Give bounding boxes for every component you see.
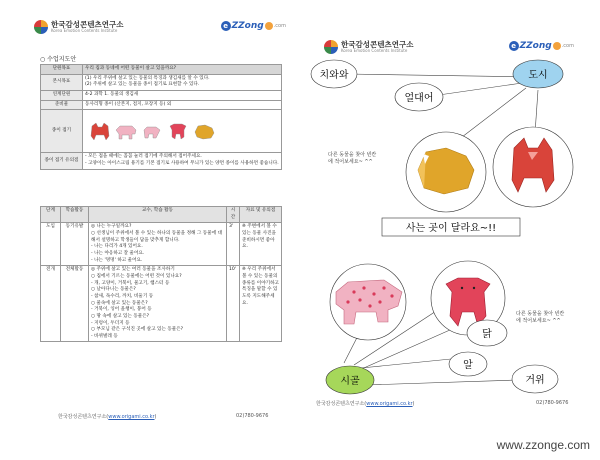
info-row [41, 74, 282, 90]
lesson-activity-cell: 동기유발 [61, 223, 89, 266]
lesson-info-table [40, 64, 282, 170]
right-footer [316, 400, 414, 407]
chihuahua-word: 치와와 [319, 70, 349, 81]
lesson-time-cell: 3' [227, 223, 240, 266]
info-row-value: - 모든 접을 때에는 꼼꼼 눌러 접기에 주의해서 접어주세요. - 고양이는 아이스크림 용기를 기본 접기로 사용하여 무늬가 있는 양면 종이를 사용하면 좋습니다. [83, 153, 282, 169]
origami-dog-mini [89, 122, 111, 140]
info-row-value: (1) 우리 주위에 살고 있는 동물의 특징과 생김새를 알 수 있다. (2) 주위에 살고 있는 동물을 종이 접기로 표현할 수 있다. [83, 74, 282, 90]
info-row [41, 153, 282, 169]
lesson-content-cell: ◎ 주위에 살고 있는 여러 동물을 조사하기 ○ 집에서 기르는 동물에는 어떤 것이 있나요? - 개, 고양이, 거북이, 물고기, 햄스터 등 ○ 날아다니는 동물은? - 참새, 독수리, 까치, 비둘기 등 ○ 물속에 살고 있는 동물은? - 거북이, 잉어 올챙이, 붕어 등 ○ 땅 속에 살고 있는 동물은? - 지렁이, 두더지 등 ○ 부모님 같은 구석진 곳에 살고 있는 동물은? - 바퀴벌레 등 [89, 266, 227, 342]
worksheet-zzong-badge-icon: e [509, 41, 519, 51]
info-row-value: 우리 집과 동네에 어떤 동물이 살고 있을까요? [83, 65, 282, 75]
lesson-note-cell: ※ 우리 주위에서 볼 수 있는 동물의 종류를 이야기하고 특징을 말할 수 있도록 지도해주세요. [240, 266, 282, 342]
site-watermark: www.zzonge.com [496, 438, 590, 452]
lesson-stage-cell: 도입 [41, 223, 61, 266]
zzong-brand-word: ZZong [231, 21, 264, 31]
info-row-value [83, 110, 282, 153]
lesson-stage-cell: 전개 [41, 266, 61, 342]
worksheet-institute-subtitle: Korea Emotion Contents Institute [341, 48, 408, 54]
left-footer-close: ) [154, 414, 157, 420]
bulldog-word: 얼대어 [404, 93, 434, 104]
info-row-label: 종이 접기 [41, 110, 83, 153]
origami-pig-small-mini [141, 122, 163, 140]
lesson-row [41, 223, 282, 266]
origami-examples [85, 111, 279, 151]
info-row [41, 65, 282, 75]
lesson-activity-table [40, 206, 282, 342]
lesson-row [41, 266, 282, 342]
lesson-header-cell: 단계 [41, 207, 61, 223]
note-top-line2: 에 적어보세요~ ^^ [328, 159, 373, 165]
worksheet-page [306, 30, 580, 413]
info-row-value: 동사리형 종이 (산본지, 점지, 포장지 등) 외 [83, 100, 282, 110]
zzong-logo [221, 21, 286, 31]
info-row-label: 연계단원 [41, 90, 83, 100]
lesson-header-cell: 자료 및 유의점 [240, 207, 282, 223]
lesson-content-cell: ◎ 나는 누구일까요? ○ 선생님이 주위에서 볼 수 있는 하나의 동물을 정해 그 동물에 대해서 설명하고 학생들이 답을 맞추게 합니다. - 나는 다리가 4개 있어요. - 나는 야옹하고 잘 울어요. - 나는 '멍멍' 하고 울어요. [89, 223, 227, 266]
right-footer-org: 한국감성콘텐츠연구소( [316, 401, 367, 407]
worksheet-zzong-suffix: .com [561, 43, 574, 49]
page-header [28, 18, 290, 40]
info-row-label: 단원목표 [41, 65, 83, 75]
zzong-badge-icon: e [221, 21, 231, 31]
left-footer-link[interactable]: www.origami.co.kr [108, 414, 155, 420]
lesson-time-cell: 10' [227, 266, 240, 342]
zzong-brand-suffix: .com [273, 23, 286, 29]
origami-cow-mini [167, 122, 189, 140]
institute-logo-icon [34, 20, 48, 34]
note-bottom-line2: 에 적어보세요~ ^^ [516, 318, 561, 324]
city-word: 도시 [528, 70, 548, 81]
institute-logo [34, 20, 123, 34]
habitat-banner-text: 사는 곳이 달라요~!! [405, 223, 497, 234]
info-row-label: 종이 접기 유의점 [41, 153, 83, 169]
left-footer-org: 한국감성콘텐츠연구소( [58, 414, 109, 420]
lesson-activity-cell: 전체활동 [61, 266, 89, 342]
right-footer-close: ) [412, 401, 415, 407]
zzong-dot-icon [265, 22, 273, 30]
institute-subtitle: Korea Emotion Contents Institute [51, 28, 118, 34]
chicken-word: 닭 [482, 329, 492, 340]
lesson-table-header-row [41, 207, 282, 223]
left-footer [58, 413, 156, 420]
origami-pig-mini [115, 122, 137, 140]
lesson-header-cell: 시간 [227, 207, 240, 223]
info-row [41, 100, 282, 110]
left-footer-phone: 02)780-9676 [236, 413, 269, 419]
egg-word: 알 [463, 360, 473, 371]
info-row-label: 본시목표 [41, 74, 83, 90]
right-footer-phone: 02)780-9676 [536, 400, 569, 406]
worksheet-zzong-word: ZZong [519, 41, 552, 51]
lesson-header-cell: 학습활동 [61, 207, 89, 223]
habitat-mindmap [306, 30, 580, 413]
countryside-word: 시골 [340, 376, 360, 387]
note-top-line1: 다른 동물을 찾아 빈칸 [328, 152, 377, 158]
lesson-note-cell: ※ 주변에서 볼 수 있는 동물 사진을 준비하시면 좋아요. [240, 223, 282, 266]
origami-cat-mini [193, 122, 215, 140]
goose-word: 거위 [525, 375, 545, 386]
info-row [41, 90, 282, 100]
note-bottom-line1: 다른 동물을 찾아 빈칸 [516, 311, 565, 317]
worksheet-institute-name: 한국감성콘텐츠연구소 [341, 39, 414, 49]
lesson-header-cell: 교수, 학습 활동 [89, 207, 227, 223]
info-row-label: 준비물 [41, 100, 83, 110]
info-row [41, 110, 282, 153]
info-row-value: 4-2 과학 1. 동물의 생김새 [83, 90, 282, 100]
institute-name: 한국감성콘텐츠연구소 [51, 19, 124, 29]
right-footer-link[interactable]: www.origami.co.kr [366, 401, 413, 407]
section-title: ○ 수업지도안 [40, 56, 77, 63]
lesson-plan-page [28, 18, 290, 423]
